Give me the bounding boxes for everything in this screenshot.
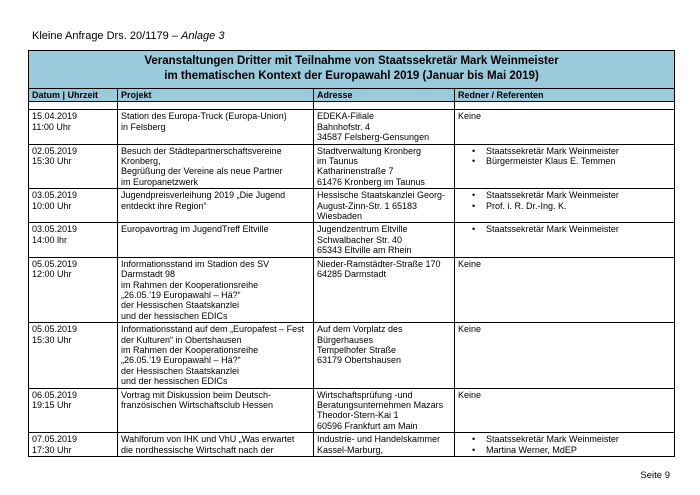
project-cell bbox=[118, 110, 314, 144]
address-line: im Taunus bbox=[317, 156, 358, 167]
document-header bbox=[32, 30, 224, 42]
address-line: 60596 Frankfurt am Main bbox=[317, 420, 418, 431]
date-line: 14:00 lhr bbox=[32, 234, 68, 245]
column-header-project: Projekt bbox=[118, 89, 314, 102]
speakers-none: Keine bbox=[458, 258, 482, 269]
table-row bbox=[29, 223, 675, 257]
project-line: Informationsstand auf dem „Europafest – Fest bbox=[121, 324, 305, 335]
speaker-item: • Staatssekretär Mark Weinmeister bbox=[486, 146, 671, 156]
project-line: Kronberg, bbox=[121, 156, 161, 167]
address-line: Beratungsunternehmen Mazars bbox=[317, 399, 444, 410]
speaker-item: • Martina Werner, MdEP bbox=[486, 445, 671, 455]
date-line: 05.05.2019 bbox=[32, 258, 78, 269]
table-row bbox=[29, 388, 675, 433]
address-line: Schwalbacher Str. 40 bbox=[317, 234, 403, 245]
date-cell bbox=[29, 388, 118, 433]
project-line: Jugendpreisverleihung 2019 „Die Jugend bbox=[121, 190, 286, 201]
date-line: 07.05.2019 bbox=[32, 434, 78, 445]
project-line: „26.05.’19 Europawahl – Hä?“ bbox=[121, 355, 241, 366]
speakers-list bbox=[458, 434, 671, 455]
date-cell bbox=[29, 144, 118, 189]
project-line: Station des Europa-Truck (Europa-Union) bbox=[121, 111, 287, 122]
project-line: Europavortrag im JugendTreff Eltville bbox=[121, 224, 269, 235]
address-line: Kassel-Marburg, bbox=[317, 444, 384, 455]
address-line: 64285 Darmstadt bbox=[317, 269, 387, 280]
address-line: Bahnhofstr. 4 bbox=[317, 121, 371, 132]
address-line: EDEKA-Filiale bbox=[317, 111, 375, 122]
project-line: Begrüßung der Vereine als neue Partner bbox=[121, 166, 283, 177]
speakers-cell bbox=[455, 189, 675, 223]
speakers-none: Keine bbox=[458, 324, 482, 335]
project-line: der Hessischen Staatskanzlei bbox=[121, 300, 240, 311]
table-spacer-row bbox=[29, 102, 675, 110]
address-line: Hessische Staatskanzlei Georg- bbox=[317, 190, 446, 201]
table-row bbox=[29, 189, 675, 223]
date-line: 12:00 Uhr bbox=[32, 269, 72, 280]
speaker-item: • Staatssekretär Mark Weinmeister bbox=[486, 224, 671, 234]
date-cell bbox=[29, 189, 118, 223]
table-title-line: Veranstaltungen Dritter mit Teilnahme von Staatssekretär Mark Weinmeister bbox=[144, 55, 559, 67]
speakers-none: Keine bbox=[458, 111, 482, 122]
project-line: im Europanetzwerk bbox=[121, 176, 199, 187]
speakers-list bbox=[458, 190, 671, 211]
project-cell bbox=[118, 388, 314, 433]
date-line: 19:15 Uhr bbox=[32, 399, 72, 410]
date-line: 17:30 Uhr bbox=[32, 444, 72, 455]
address-line: August-Zinn-Str. 1 65183 bbox=[317, 200, 418, 211]
project-cell bbox=[118, 323, 314, 388]
date-cell bbox=[29, 323, 118, 388]
address-line: Stadtverwaltung Kronberg bbox=[317, 145, 422, 156]
date-line: 03.05.2019 bbox=[32, 190, 78, 201]
date-line: 15.04.2019 bbox=[32, 111, 78, 122]
speakers-cell bbox=[455, 388, 675, 433]
project-cell bbox=[118, 433, 314, 457]
speakers-cell bbox=[455, 257, 675, 322]
address-line: 61476 Kronberg im Taunus bbox=[317, 176, 425, 187]
address-cell bbox=[314, 257, 455, 322]
address-cell bbox=[314, 223, 455, 257]
table-row bbox=[29, 144, 675, 189]
project-line: der Hessischen Staatskanzlei bbox=[121, 365, 240, 376]
address-line: Bürgerhauses bbox=[317, 334, 374, 345]
speaker-item: • Bürgermeister Klaus E. Temmen bbox=[486, 156, 671, 166]
project-cell bbox=[118, 189, 314, 223]
speakers-cell bbox=[455, 223, 675, 257]
date-cell bbox=[29, 110, 118, 144]
table-title-line: im thematischen Kontext der Europawahl 2019 (Januar bis Mai 2019) bbox=[164, 70, 539, 82]
address-line: Auf dem Vorplatz des bbox=[317, 324, 403, 335]
address-cell bbox=[314, 189, 455, 223]
address-line: Wiesbaden bbox=[317, 211, 363, 222]
address-line: Wirtschaftsprüfung -und bbox=[317, 389, 413, 400]
column-header-address: Adresse bbox=[314, 89, 455, 102]
address-cell bbox=[314, 433, 455, 457]
project-line: französischen Wirtschaftsclub Hessen bbox=[121, 399, 274, 410]
address-line: Tempelhofer Straße bbox=[317, 344, 397, 355]
project-line: Wahlforum von IHK und VhU „Was erwartet bbox=[121, 434, 295, 445]
project-line: in Felsberg bbox=[121, 121, 166, 132]
project-line: Informationsstand im Stadion des SV bbox=[121, 258, 270, 269]
project-line: „26.05.’19 Europawahl – Hä?“ bbox=[121, 289, 241, 300]
speaker-item: • Staatssekretär Mark Weinmeister bbox=[486, 190, 671, 200]
speakers-list bbox=[458, 146, 671, 167]
project-line: und der hessischen EDICs bbox=[121, 310, 228, 321]
speakers-cell bbox=[455, 323, 675, 388]
project-line: Besuch der Städtepartnerschaftsvereine bbox=[121, 145, 282, 156]
column-header-speakers: Redner / Referenten bbox=[455, 89, 675, 102]
page-number: Seite 9 bbox=[640, 470, 670, 481]
date-line: 10:00 Uhr bbox=[32, 200, 72, 211]
table-row bbox=[29, 323, 675, 388]
address-line: Theodor-Stern-Kai 1 bbox=[317, 410, 399, 421]
date-line: 11:00 Uhr bbox=[32, 121, 71, 132]
address-cell bbox=[314, 388, 455, 433]
address-line: 65343 Eltville am Rhein bbox=[317, 245, 412, 256]
speakers-cell bbox=[455, 110, 675, 144]
date-cell bbox=[29, 223, 118, 257]
project-line: der Kulturen“ in Obertshausen bbox=[121, 334, 242, 345]
address-line: Jugendzentrum Eltville bbox=[317, 224, 408, 235]
address-cell bbox=[314, 110, 455, 144]
table-row bbox=[29, 257, 675, 322]
project-cell bbox=[118, 144, 314, 189]
speakers-list bbox=[458, 224, 671, 234]
date-line: 15:30 Uhr bbox=[32, 156, 72, 167]
speaker-item: • Staatssekretär Mark Weinmeister bbox=[486, 434, 671, 444]
address-line: 34587 Felsberg-Gensungen bbox=[317, 132, 430, 143]
header-annex: Anlage 3 bbox=[181, 30, 225, 42]
date-line: 05.05.2019 bbox=[32, 324, 78, 335]
speakers-cell bbox=[455, 144, 675, 189]
header-prefix: Kleine Anfrage Drs. 20/1179 – bbox=[32, 30, 182, 42]
date-line: 15:30 Uhr bbox=[32, 334, 72, 345]
table-row bbox=[29, 110, 675, 144]
project-line: Darmstadt 98 bbox=[121, 269, 176, 280]
date-line: 03.05.2019 bbox=[32, 224, 78, 235]
project-line: entdeckt ihre Region“ bbox=[121, 200, 207, 211]
project-line: im Rahmen der Kooperationsreihe bbox=[121, 344, 259, 355]
project-cell bbox=[118, 257, 314, 322]
project-line: Vortrag mit Diskussion beim Deutsch- bbox=[121, 389, 272, 400]
address-line: Katharinenstraße 7 bbox=[317, 166, 394, 177]
speakers-none: Keine bbox=[458, 389, 482, 400]
speakers-cell bbox=[455, 433, 675, 457]
project-line: im Rahmen der Kooperationsreihe bbox=[121, 279, 259, 290]
date-cell bbox=[29, 433, 118, 457]
date-line: 06.05.2019 bbox=[32, 389, 78, 400]
address-line: Nieder-Ramstädter-Straße 170 bbox=[317, 258, 441, 269]
table-row bbox=[29, 433, 675, 457]
address-cell bbox=[314, 144, 455, 189]
table-title bbox=[29, 51, 675, 89]
speaker-item: • Prof. i. R. Dr.-Ing. K. bbox=[486, 201, 671, 211]
address-line: Industrie- und Handelskammer bbox=[317, 434, 441, 445]
address-line: 63179 Obertshausen bbox=[317, 355, 402, 366]
project-line: die nordhessische Wirtschaft nach der bbox=[121, 444, 274, 455]
date-line: 02.05.2019 bbox=[32, 145, 78, 156]
date-cell bbox=[29, 257, 118, 322]
column-header-date: Datum | Uhrzeit bbox=[29, 89, 118, 102]
events-table bbox=[28, 50, 675, 457]
project-cell bbox=[118, 223, 314, 257]
address-cell bbox=[314, 323, 455, 388]
project-line: und der hessischen EDICs bbox=[121, 376, 228, 387]
